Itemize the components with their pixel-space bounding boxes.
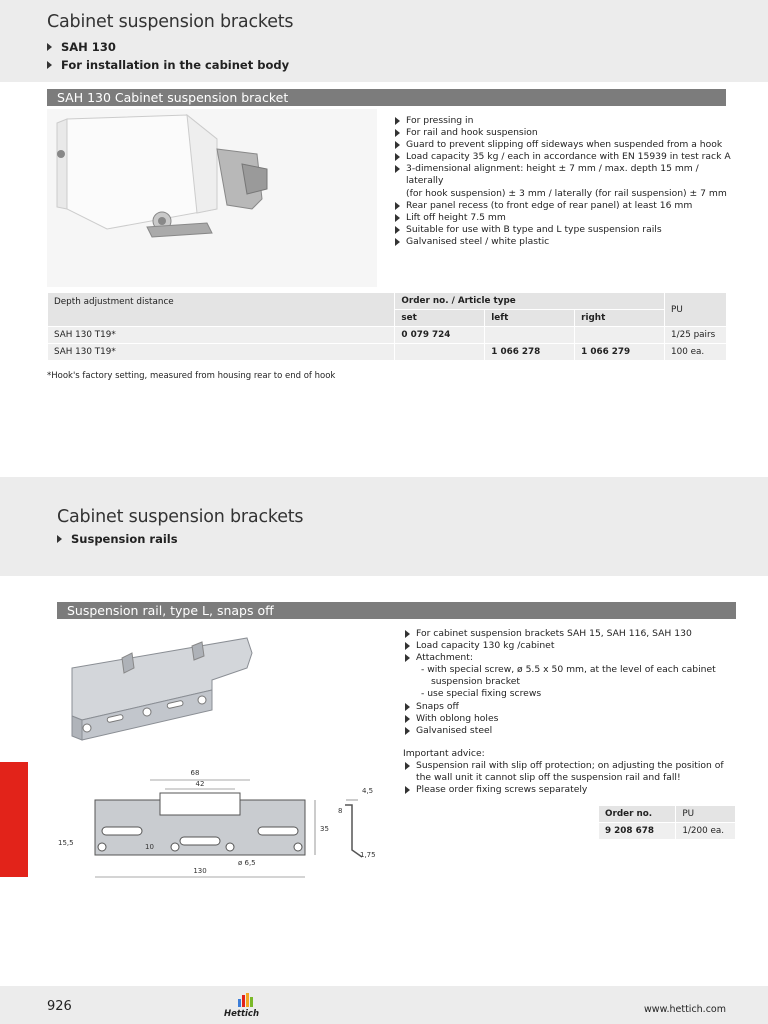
triangle-bullet-icon xyxy=(57,535,62,543)
cell-order: 9 208 678 xyxy=(599,823,676,840)
section-bar-rail: Suspension rail, type L, snaps off xyxy=(57,602,736,619)
cell-right: 1 066 279 xyxy=(575,344,665,361)
dim-15-5: 15,5 xyxy=(58,839,74,847)
list-item: Snaps off xyxy=(405,701,745,713)
list-item-sub: - with special screw, ø 5.5 x 50 mm, at the level of each cabinet xyxy=(421,664,716,676)
list-item: With oblong holes xyxy=(405,713,745,725)
cell-pu: 100 ea. xyxy=(665,344,727,361)
table-header-row xyxy=(599,806,736,823)
footnote: *Hook's factory setting, measured from housing rear to end of hook xyxy=(47,371,336,381)
dim-4-5: 4,5 xyxy=(362,787,374,795)
list-item: Lift off height 7.5 mm xyxy=(395,212,735,224)
table-row xyxy=(48,344,727,361)
cell-left xyxy=(485,327,575,344)
list-item: Suitable for use with B type and L type suspension rails xyxy=(395,224,735,236)
page-title: Cabinet suspension brackets xyxy=(47,12,294,32)
hettich-logo xyxy=(224,993,264,1019)
list-item: For cabinet suspension brackets SAH 15, SAH 116, SAH 130 xyxy=(405,628,745,640)
triangle-bullet-icon xyxy=(395,141,400,149)
hettich-logo-icon xyxy=(224,993,264,1009)
table-header-row xyxy=(48,293,727,310)
cell-desc: SAH 130 T19* xyxy=(48,344,395,361)
list-item-continuation: (for hook suspension) ± 3 mm / laterally (for rail suspension) ± 7 mm xyxy=(406,187,727,199)
list-item: Galvanised steel xyxy=(405,725,745,737)
dim-68: 68 xyxy=(190,769,200,777)
sah130-bracket-image xyxy=(47,109,377,287)
col-pu: PU xyxy=(665,293,727,327)
col-order-no: Order no. xyxy=(599,806,676,823)
triangle-bullet-icon xyxy=(395,226,400,234)
rail-dimension-drawing xyxy=(50,765,380,885)
rail-features-list xyxy=(405,628,745,737)
list-item: Please order fixing screws separately xyxy=(405,784,745,796)
list-item: Galvanised steel / white plastic xyxy=(395,236,735,248)
triangle-bullet-icon xyxy=(405,642,410,650)
dim-35: 35 xyxy=(320,825,329,833)
dim-10: 10 xyxy=(145,843,154,851)
dim-6-5: ø 6,5 xyxy=(238,859,256,867)
triangle-bullet-icon xyxy=(405,762,410,770)
dim-1-75: 1,75 xyxy=(360,851,376,859)
triangle-bullet-icon xyxy=(405,630,410,638)
chapter-tab xyxy=(0,762,28,877)
dim-8: 8 xyxy=(338,807,343,815)
list-item: Load capacity 130 kg /cabinet xyxy=(405,640,745,652)
triangle-bullet-icon xyxy=(395,117,400,125)
rail-order-table xyxy=(598,805,736,840)
subtitle-sah130: SAH 130 xyxy=(47,40,116,54)
cell-set xyxy=(395,344,485,361)
triangle-bullet-icon xyxy=(395,153,400,161)
list-item: Attachment: xyxy=(405,652,745,664)
cell-desc: SAH 130 T19* xyxy=(48,327,395,344)
dim-42: 42 xyxy=(195,780,205,788)
list-item: Guard to prevent slipping off sideways when suspended from a hook xyxy=(395,139,735,151)
triangle-bullet-icon xyxy=(395,165,400,173)
section-bar-sah130: SAH 130 Cabinet suspension bracket xyxy=(47,89,726,106)
list-item: Load capacity 35 kg / each in accordance with EN 15939 in test rack A xyxy=(395,151,735,163)
col-pu: PU xyxy=(676,806,736,823)
table-row xyxy=(48,327,727,344)
list-item: 3-dimensional alignment: height ± 7 mm / max. depth 15 mm / laterally xyxy=(395,163,735,187)
subtitle-installation: For installation in the cabinet body xyxy=(47,58,289,72)
sah130-features-list xyxy=(395,115,735,248)
col-left: left xyxy=(485,310,575,327)
subtitle-suspension-rails: Suspension rails xyxy=(57,532,178,546)
triangle-bullet-icon xyxy=(395,238,400,246)
logo-text: Hettich xyxy=(224,1009,260,1019)
triangle-bullet-icon xyxy=(405,786,410,794)
triangle-bullet-icon xyxy=(405,727,410,735)
cell-left: 1 066 278 xyxy=(485,344,575,361)
col-set: set xyxy=(395,310,485,327)
list-item-sub: suspension bracket xyxy=(431,676,520,688)
triangle-bullet-icon xyxy=(47,61,52,69)
col-depth-adjustment: Depth adjustment distance xyxy=(48,293,395,327)
cell-pu: 1/200 ea. xyxy=(676,823,736,840)
section-title-2: Cabinet suspension brackets xyxy=(57,507,304,527)
page-number: 926 xyxy=(47,999,72,1014)
list-item: Rear panel recess (to front edge of rear panel) at least 16 mm xyxy=(395,200,735,212)
list-item-sub: - use special fixing screws xyxy=(421,688,542,700)
triangle-bullet-icon xyxy=(395,202,400,210)
triangle-bullet-icon xyxy=(395,129,400,137)
list-item: Suspension rail with slip off protection; on adjusting the position of xyxy=(405,760,745,772)
dim-130: 130 xyxy=(193,867,207,875)
list-item: For rail and hook suspension xyxy=(395,127,735,139)
triangle-bullet-icon xyxy=(405,703,410,711)
list-item: For pressing in xyxy=(395,115,735,127)
suspension-rail-image xyxy=(62,628,262,743)
col-order-no: Order no. / Article type xyxy=(395,293,665,310)
advice-title: Important advice: xyxy=(403,748,485,759)
triangle-bullet-icon xyxy=(47,43,52,51)
triangle-bullet-icon xyxy=(395,214,400,222)
cell-pu: 1/25 pairs xyxy=(665,327,727,344)
table-row xyxy=(599,823,736,840)
triangle-bullet-icon xyxy=(405,654,410,662)
triangle-bullet-icon xyxy=(405,715,410,723)
list-item-continuation: the wall unit it cannot slip off the suspension rail and fall! xyxy=(416,772,681,784)
cell-set: 0 079 724 xyxy=(395,327,485,344)
cell-right xyxy=(575,327,665,344)
advice-list xyxy=(405,760,745,796)
col-right: right xyxy=(575,310,665,327)
sah130-order-table xyxy=(47,292,727,361)
website-url[interactable]: www.hettich.com xyxy=(644,1004,726,1015)
